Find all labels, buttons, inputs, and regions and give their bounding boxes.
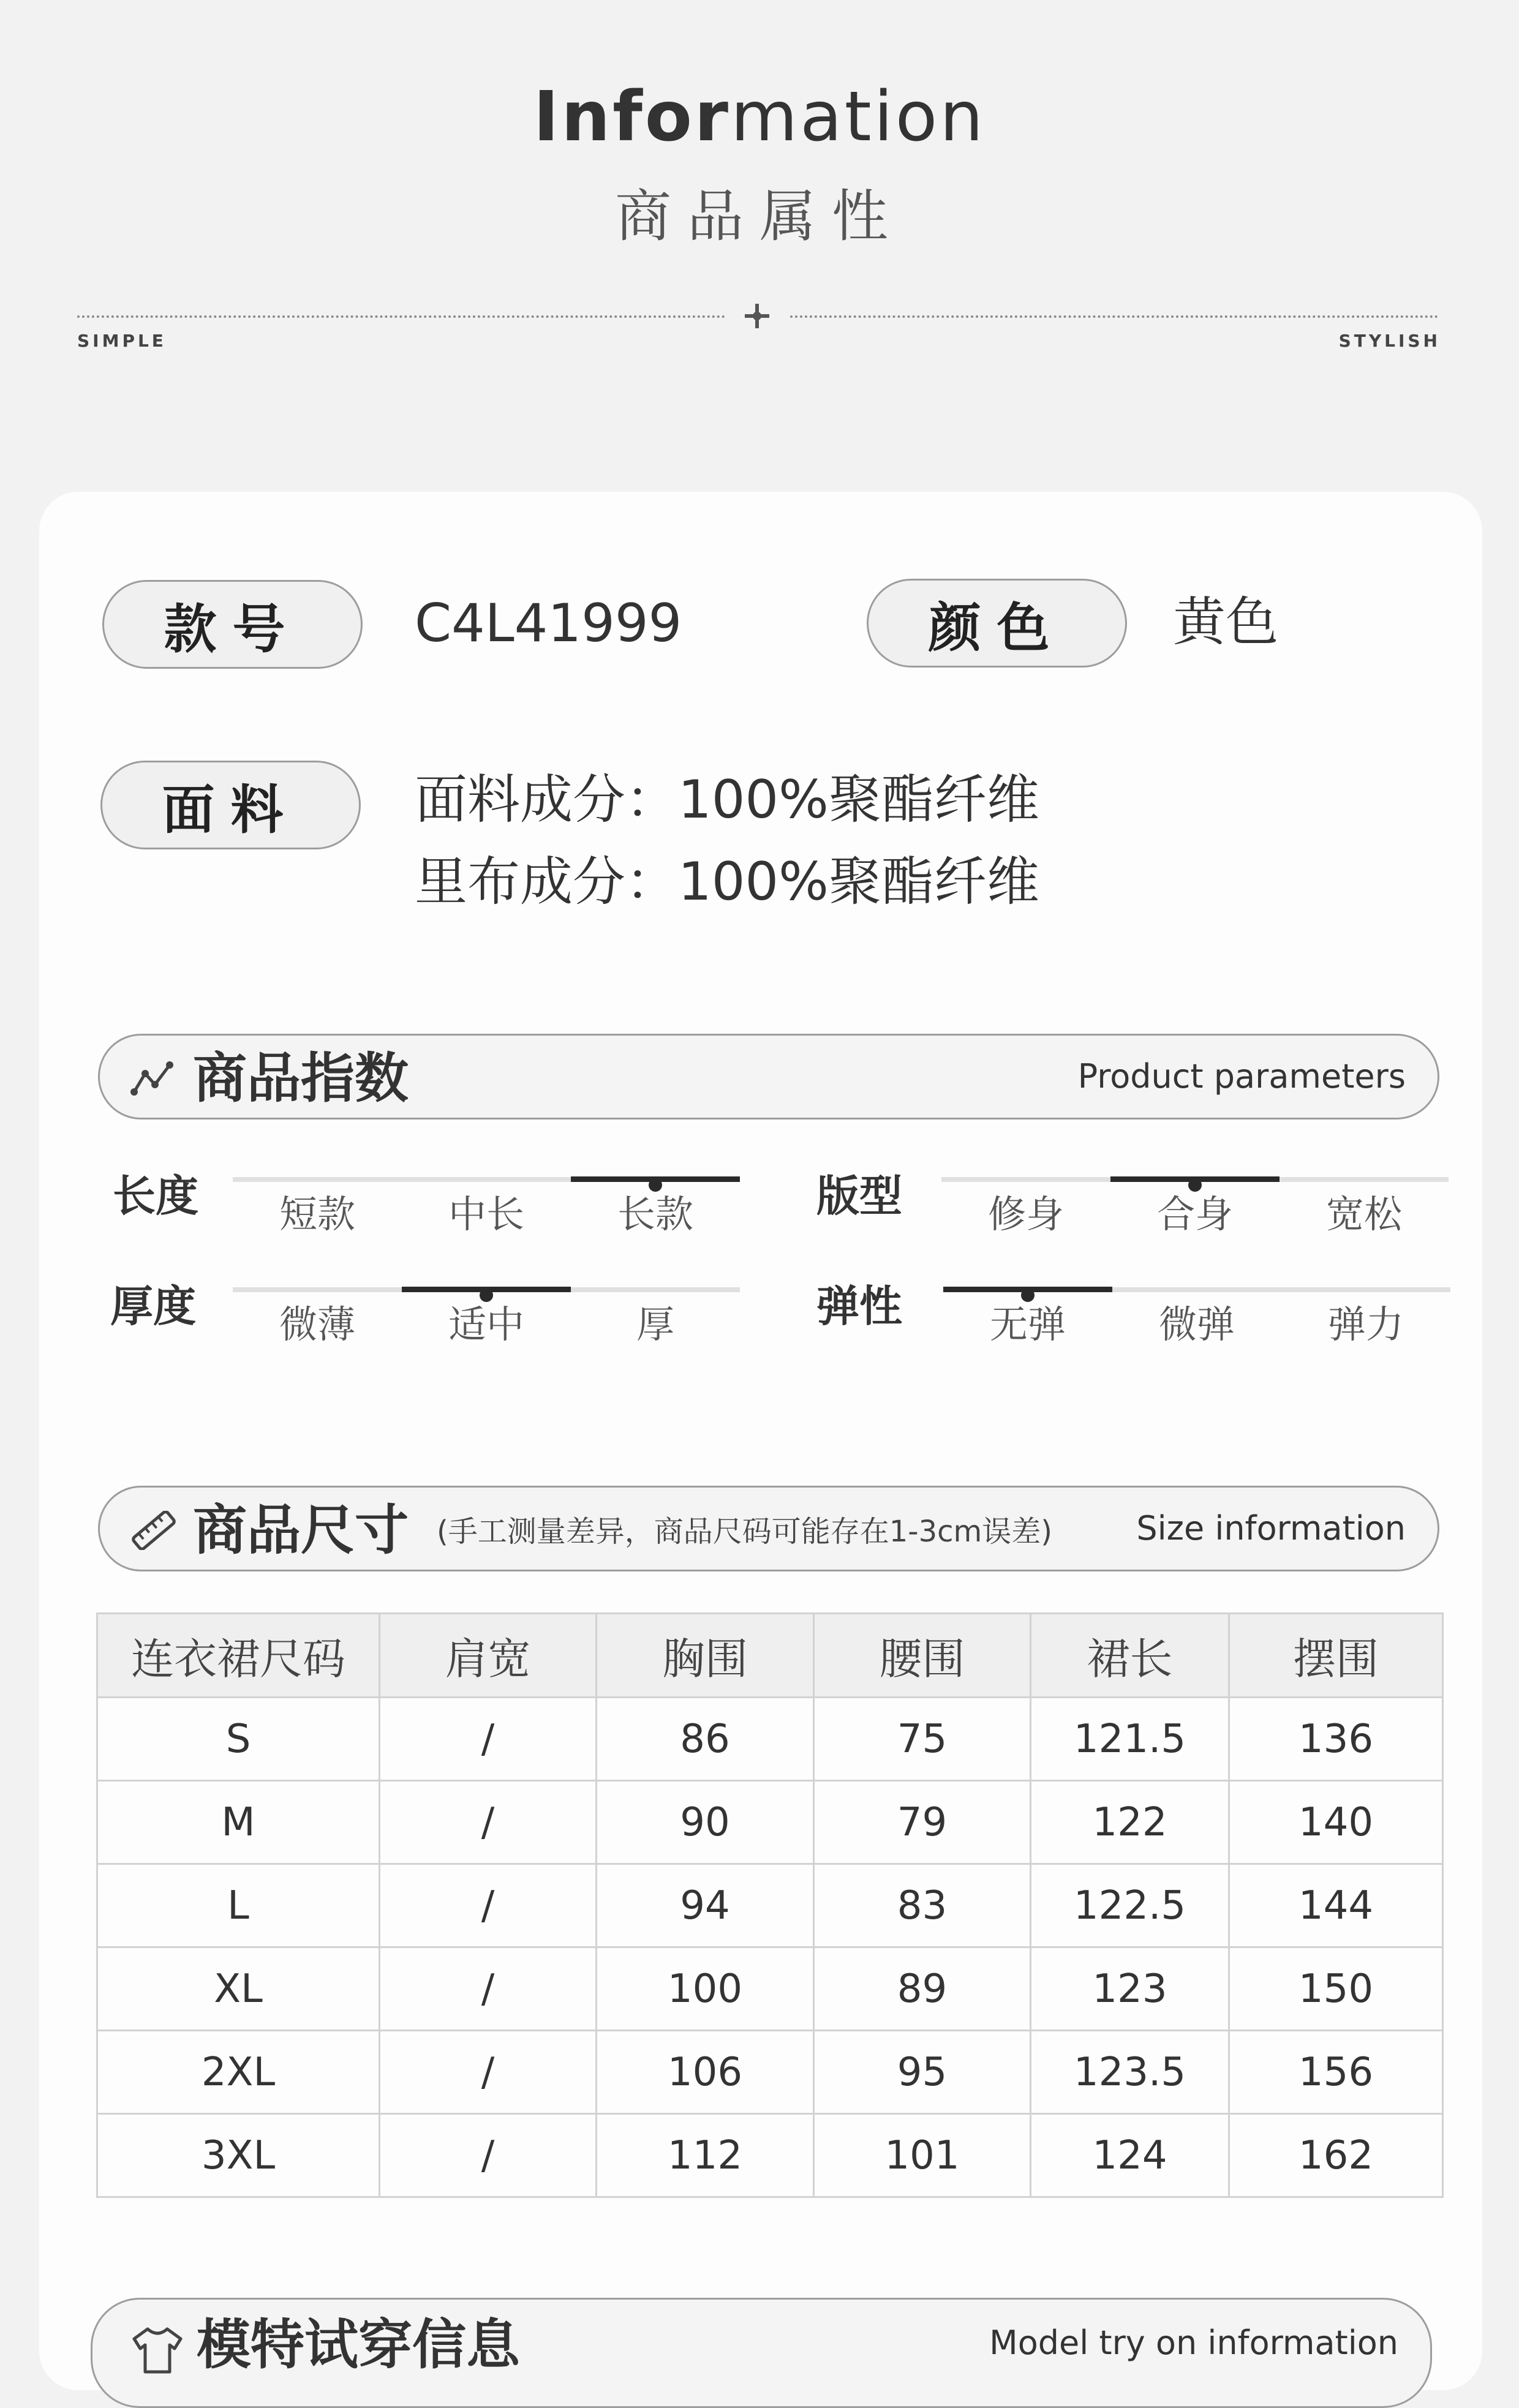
size-table	[96, 1612, 1444, 2198]
scale-label: 弹性	[816, 1281, 902, 1331]
size-table-cell: 89	[814, 1947, 1031, 2031]
size-table-cell: 123	[1031, 1947, 1229, 2031]
size-table-cell: 75	[814, 1698, 1031, 1781]
scale-option: 无弹	[989, 1302, 1066, 1347]
style-no-value: C4L41999	[415, 593, 682, 654]
divider-left	[77, 315, 725, 318]
size-table-cell: 101	[814, 2114, 1031, 2197]
title-rest-part: mation	[731, 77, 986, 157]
size-table-cell: 162	[1229, 2114, 1443, 2197]
size-table-header-cell: 腰围	[814, 1614, 1031, 1698]
size-table-cell: L	[97, 1864, 380, 1947]
lining-composition: 里布成分：100%聚酯纤维	[415, 851, 1039, 912]
size-info-title: 商品尺寸	[193, 1499, 409, 1562]
scale-label: 版型	[816, 1171, 902, 1221]
table-row	[97, 2114, 1443, 2197]
size-table-cell: 122	[1031, 1781, 1229, 1864]
size-table-header-cell: 胸围	[597, 1614, 814, 1698]
scale-marker-dot	[480, 1289, 493, 1302]
size-table-header-cell: 连衣裙尺码	[97, 1614, 380, 1698]
size-table-cell: 79	[814, 1781, 1031, 1864]
size-info-header	[98, 1486, 1439, 1571]
size-table-cell: 90	[597, 1781, 814, 1864]
table-row	[97, 1698, 1443, 1781]
size-table-cell: /	[380, 1947, 597, 2031]
size-table-cell: 100	[597, 1947, 814, 2031]
scale-label: 厚度	[110, 1281, 196, 1331]
cross-ornament-icon	[742, 301, 772, 331]
size-table-cell: 144	[1229, 1864, 1443, 1947]
scale-option: 合身	[1156, 1192, 1233, 1236]
size-table-cell: 121.5	[1031, 1698, 1229, 1781]
page-title	[0, 77, 1519, 157]
caption-simple: SIMPLE	[77, 331, 167, 351]
table-row	[97, 1947, 1443, 2031]
color-label: 颜色	[928, 597, 1066, 659]
scale-marker-dot	[1021, 1289, 1035, 1302]
scale-option: 弹力	[1327, 1302, 1404, 1347]
size-table-header-cell: 裙长	[1031, 1614, 1229, 1698]
size-table-cell: 124	[1031, 2114, 1229, 2197]
size-table-cell: /	[380, 1864, 597, 1947]
size-info-english: Size information	[1136, 1509, 1406, 1548]
size-table-cell: S	[97, 1698, 380, 1781]
size-table-cell: /	[380, 2031, 597, 2114]
scale-marker-dot	[649, 1178, 662, 1192]
size-table-cell: 123.5	[1031, 2031, 1229, 2114]
product-index-english: Product parameters	[1077, 1057, 1406, 1096]
scale-option: 微弹	[1158, 1302, 1235, 1347]
size-table-cell: 2XL	[97, 2031, 380, 2114]
size-table-cell: XL	[97, 1947, 380, 2031]
size-table-body	[97, 1698, 1443, 2197]
table-row	[97, 1781, 1443, 1864]
scale-marker-dot	[1188, 1178, 1202, 1192]
size-table-cell: 140	[1229, 1781, 1443, 1864]
model-info-english: Model try on information	[989, 2323, 1398, 2362]
size-table-cell: 150	[1229, 1947, 1443, 2031]
scale-option: 长款	[617, 1192, 693, 1236]
title-bold-part: Infor	[533, 77, 731, 157]
color-value: 黄色	[1173, 592, 1278, 653]
fabric-label-pill	[100, 761, 361, 849]
size-table-cell: 136	[1229, 1698, 1443, 1781]
size-table-cell: /	[380, 1781, 597, 1864]
table-row	[97, 1864, 1443, 1947]
style-no-label: 款号	[164, 598, 301, 660]
size-table-header-row	[97, 1614, 1443, 1698]
size-table-cell: 112	[597, 2114, 814, 2197]
size-table-cell: 86	[597, 1698, 814, 1781]
page-subtitle: 商品属性	[614, 184, 904, 249]
scale-option: 微薄	[279, 1302, 355, 1347]
size-table-cell: 156	[1229, 2031, 1443, 2114]
size-table-cell: 122.5	[1031, 1864, 1229, 1947]
scale-option: 中长	[448, 1192, 524, 1236]
scale-option: 宽松	[1325, 1192, 1402, 1236]
scale-option: 短款	[279, 1192, 355, 1236]
style-no-label-pill	[102, 580, 363, 669]
divider-right	[790, 315, 1438, 318]
size-table-cell: 106	[597, 2031, 814, 2114]
caption-stylish: STYLISH	[1338, 331, 1441, 351]
product-index-title: 商品指数	[193, 1047, 409, 1110]
size-table-header-cell: 肩宽	[380, 1614, 597, 1698]
size-info-note: (手工测量差异，商品尺码可能存在1-3cm误差)	[437, 1514, 1053, 1549]
product-index-header	[98, 1034, 1439, 1119]
model-info-title: 模特试穿信息	[197, 2313, 521, 2376]
fabric-label: 面料	[162, 779, 300, 841]
size-table-header-cell: 摆围	[1229, 1614, 1443, 1698]
table-row	[97, 2031, 1443, 2114]
scale-option: 适中	[448, 1302, 524, 1347]
scale-option: 修身	[987, 1192, 1064, 1236]
size-table-cell: 83	[814, 1864, 1031, 1947]
scale-option: 厚	[636, 1302, 674, 1347]
size-table-cell: /	[380, 2114, 597, 2197]
fabric-composition: 面料成分：100%聚酯纤维	[415, 769, 1039, 830]
line-chart-icon	[129, 1059, 178, 1098]
size-table-cell: 95	[814, 2031, 1031, 2114]
size-table-cell: 3XL	[97, 2114, 380, 2197]
size-table-cell: 94	[597, 1864, 814, 1947]
size-table-cell: M	[97, 1781, 380, 1864]
tshirt-icon	[129, 2325, 186, 2374]
ruler-icon	[129, 1511, 178, 1550]
scale-label: 长度	[113, 1171, 198, 1221]
model-info-header	[91, 2298, 1432, 2408]
color-label-pill	[867, 579, 1127, 668]
size-table-cell: /	[380, 1698, 597, 1781]
